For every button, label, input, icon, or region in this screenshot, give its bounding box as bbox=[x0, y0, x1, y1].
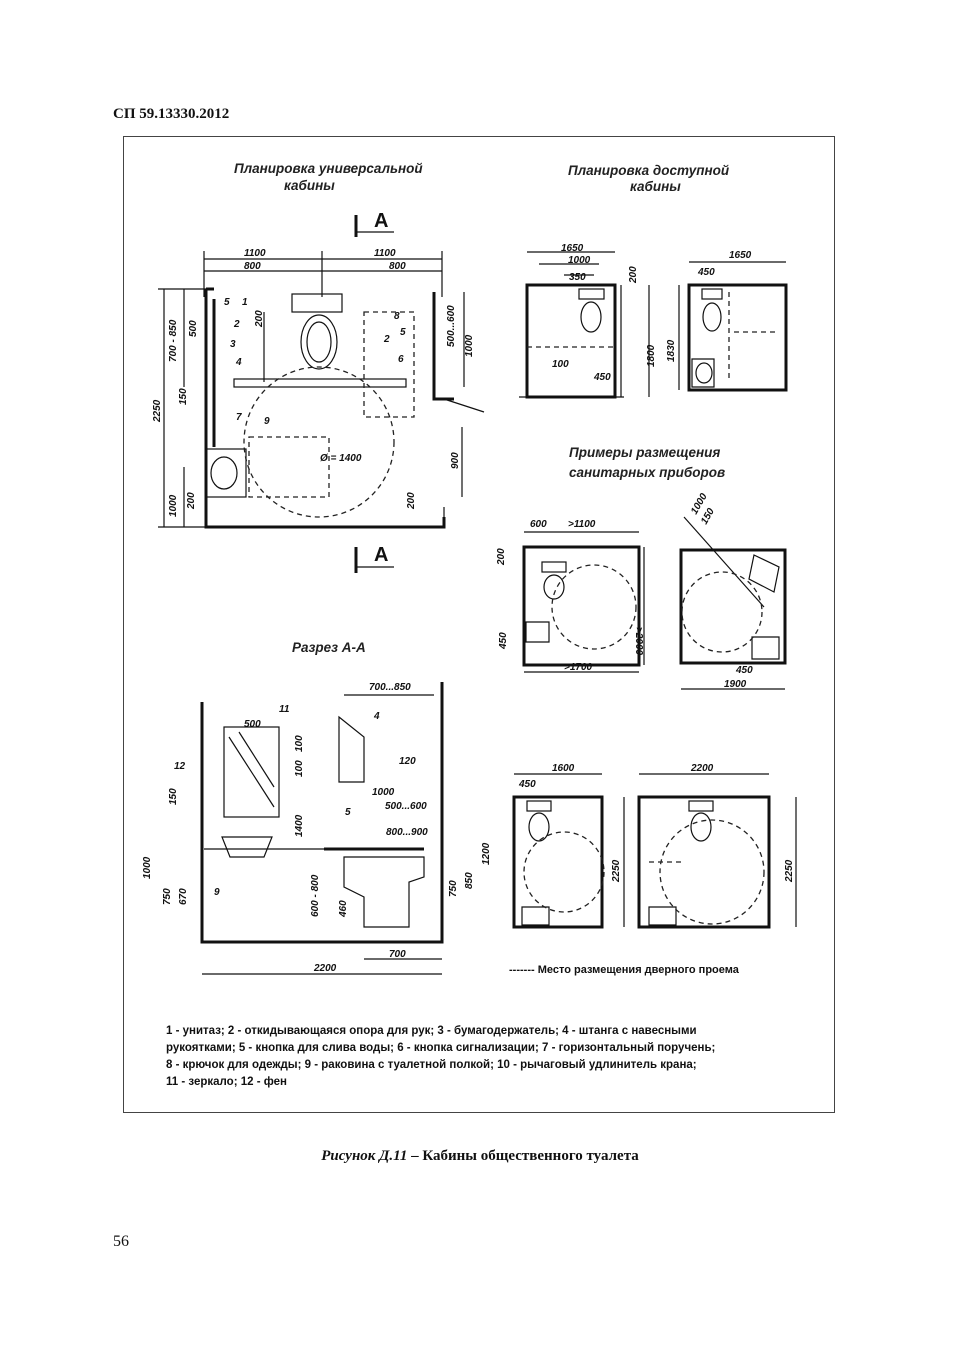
ex-dim-150: 150 bbox=[699, 506, 717, 527]
bottom-plan-a bbox=[514, 763, 624, 927]
sec-dim-1000: 1000 bbox=[372, 787, 395, 798]
sec-dim-700-850: 700...850 bbox=[369, 682, 411, 693]
ex-dim-600: 600 bbox=[530, 519, 547, 530]
turning-circle bbox=[244, 367, 394, 517]
acc-dim-350: 350 bbox=[569, 272, 586, 283]
figure-caption bbox=[0, 1148, 960, 1165]
title-section: Разрез А-А bbox=[292, 640, 366, 655]
dim-150: 150 bbox=[178, 388, 189, 405]
dim-1100-right: 1100 bbox=[374, 248, 396, 259]
section-letter-top: А bbox=[374, 210, 389, 232]
bot-dim-1600: 1600 bbox=[552, 763, 575, 774]
sec-dim-750-b: 750 bbox=[448, 880, 459, 897]
acc-dim-100: 100 bbox=[552, 359, 569, 370]
acc-dim-1000: 1000 bbox=[568, 255, 591, 266]
callout-3: 3 bbox=[230, 339, 236, 350]
acc-dim-200: 200 bbox=[628, 266, 639, 283]
legend-line-1: 1 - унитаз; 2 - откидывающаяся опора для рук; 3 - бумагодержатель; 4 - штанга с навесными bbox=[166, 1025, 697, 1037]
ex-dim-1700: >1700 bbox=[564, 662, 593, 673]
ex-dim-1900: 1900 bbox=[724, 679, 747, 690]
callout-5-right: 5 bbox=[400, 327, 406, 338]
legend-block bbox=[166, 1023, 806, 1091]
callout-9: 9 bbox=[264, 416, 270, 427]
section-letter-bottom: А bbox=[374, 544, 389, 566]
figure-title: – Кабины общественного туалета bbox=[407, 1148, 639, 1164]
page-number: 56 bbox=[113, 1233, 129, 1250]
callout-11: 11 bbox=[279, 704, 290, 715]
sec-dim-670: 670 bbox=[178, 888, 189, 905]
callout-4-section: 4 bbox=[374, 711, 380, 722]
ex-dim-1100: >1100 bbox=[568, 519, 596, 530]
sec-dim-100-b: 100 bbox=[294, 760, 305, 777]
sec-dim-460: 460 bbox=[338, 900, 349, 917]
document-code: СП 59.13330.2012 bbox=[113, 106, 230, 122]
sec-dim-700: 700 bbox=[389, 949, 406, 960]
sec-dim-800-900: 800...900 bbox=[386, 827, 428, 838]
dim-1000: 1000 bbox=[168, 494, 179, 517]
diameter-label: Ø = 1400 bbox=[320, 453, 362, 464]
accessible-cabin-plan-b bbox=[666, 250, 786, 390]
dim-500: 500 bbox=[188, 320, 199, 337]
dim-200-a: 200 bbox=[254, 310, 265, 327]
callout-12: 12 bbox=[174, 761, 186, 772]
sec-dim-500-600: 500...600 bbox=[385, 801, 427, 812]
dim-500-600: 500...600 bbox=[446, 305, 457, 347]
section-a-a bbox=[142, 682, 492, 974]
example-plan-a bbox=[496, 519, 644, 673]
title-universal-line2: кабины bbox=[284, 178, 335, 193]
dim-200-c: 200 bbox=[406, 492, 417, 509]
accessible-cabin-plan-a bbox=[519, 243, 657, 397]
bot-dim-2250-b: 2250 bbox=[784, 859, 795, 882]
legend-line-3: 8 - крючок для одежды; 9 - раковина с туалетной полкой; 10 - рычаговый удлинитель крана; bbox=[166, 1059, 697, 1071]
dim-800-right: 800 bbox=[389, 261, 406, 272]
dim-900: 900 bbox=[450, 452, 461, 469]
acc-dim-1650: 1650 bbox=[561, 243, 584, 254]
callout-4: 4 bbox=[236, 357, 242, 368]
sec-dim-100-a: 100 bbox=[294, 735, 305, 752]
legend-line-2: рукоятками; 5 - кнопка для слива воды; 6 - кнопка сигнализации; 7 - горизонтальный поручень; bbox=[166, 1042, 716, 1054]
figure-label: Рисунок Д.11 bbox=[321, 1148, 408, 1164]
ex-dim-2000: >2000 bbox=[633, 627, 644, 656]
sec-dim-850: 850 bbox=[464, 872, 475, 889]
ex-dim-1000: 1000 bbox=[689, 491, 710, 517]
callout-2: 2 bbox=[234, 319, 240, 330]
dim-200-b: 200 bbox=[186, 492, 197, 509]
acc-dim-1800: 1800 bbox=[646, 344, 657, 367]
callout-8: 8 bbox=[394, 311, 400, 322]
sec-dim-120: 120 bbox=[399, 756, 416, 767]
dim-800-left: 800 bbox=[244, 261, 261, 272]
section-marker-bottom bbox=[356, 544, 394, 573]
callout-7: 7 bbox=[236, 412, 242, 423]
bot-dim-2250: 2250 bbox=[611, 859, 622, 882]
sec-dim-150: 150 bbox=[168, 788, 179, 805]
ex-dim-450: 450 bbox=[498, 632, 509, 649]
callout-6: 6 bbox=[398, 354, 404, 365]
sec-dim-1200: 1200 bbox=[481, 842, 492, 865]
acc-dim-450-b: 450 bbox=[698, 267, 715, 278]
sec-dim-600-800: 600 - 800 bbox=[310, 874, 321, 917]
ex-dim-450-b: 450 bbox=[736, 665, 753, 676]
title-examples-line2: санитарных приборов bbox=[569, 465, 726, 480]
dim-700-850: 700 - 850 bbox=[168, 319, 179, 362]
sec-dim-1000-v: 1000 bbox=[142, 856, 153, 879]
legend-line-4: 11 - зеркало; 12 - фен bbox=[166, 1076, 287, 1088]
title-accessible-line2: кабины bbox=[630, 179, 681, 194]
example-plan-b bbox=[681, 491, 785, 690]
door-legend: ------- Место размещения дверного проема bbox=[509, 964, 739, 976]
callout-1: 1 bbox=[242, 297, 248, 308]
callout-5-section: 5 bbox=[345, 807, 351, 818]
acc-dim-1830: 1830 bbox=[666, 339, 677, 362]
title-accessible-line1: Планировка доступной bbox=[568, 163, 730, 178]
sec-dim-750: 750 bbox=[162, 888, 173, 905]
dim-2250: 2250 bbox=[152, 399, 163, 422]
bot-dim-450: 450 bbox=[519, 779, 536, 790]
sec-dim-2200: 2200 bbox=[314, 963, 337, 974]
acc-dim-1650-b: 1650 bbox=[729, 250, 752, 261]
title-universal-line1: Планировка универсальной bbox=[234, 161, 423, 176]
technical-drawing bbox=[124, 137, 834, 1112]
section-marker-top bbox=[356, 210, 394, 237]
universal-cabin-plan bbox=[152, 248, 484, 527]
dim-1100-left: 1100 bbox=[244, 248, 266, 259]
sec-dim-500: 500 bbox=[244, 719, 261, 730]
title-examples-line1: Примеры размещения bbox=[569, 445, 721, 460]
bottom-plan-b bbox=[639, 763, 796, 927]
dim-1000-b: 1000 bbox=[464, 334, 475, 357]
figure-frame bbox=[123, 136, 835, 1113]
callout-5: 5 bbox=[224, 297, 230, 308]
callout-2-right: 2 bbox=[384, 334, 390, 345]
callout-9-section: 9 bbox=[214, 887, 220, 898]
acc-dim-450: 450 bbox=[594, 372, 611, 383]
ex-dim-200: 200 bbox=[496, 548, 507, 565]
sec-dim-1400: 1400 bbox=[294, 814, 305, 837]
bot-dim-2200: 2200 bbox=[691, 763, 714, 774]
